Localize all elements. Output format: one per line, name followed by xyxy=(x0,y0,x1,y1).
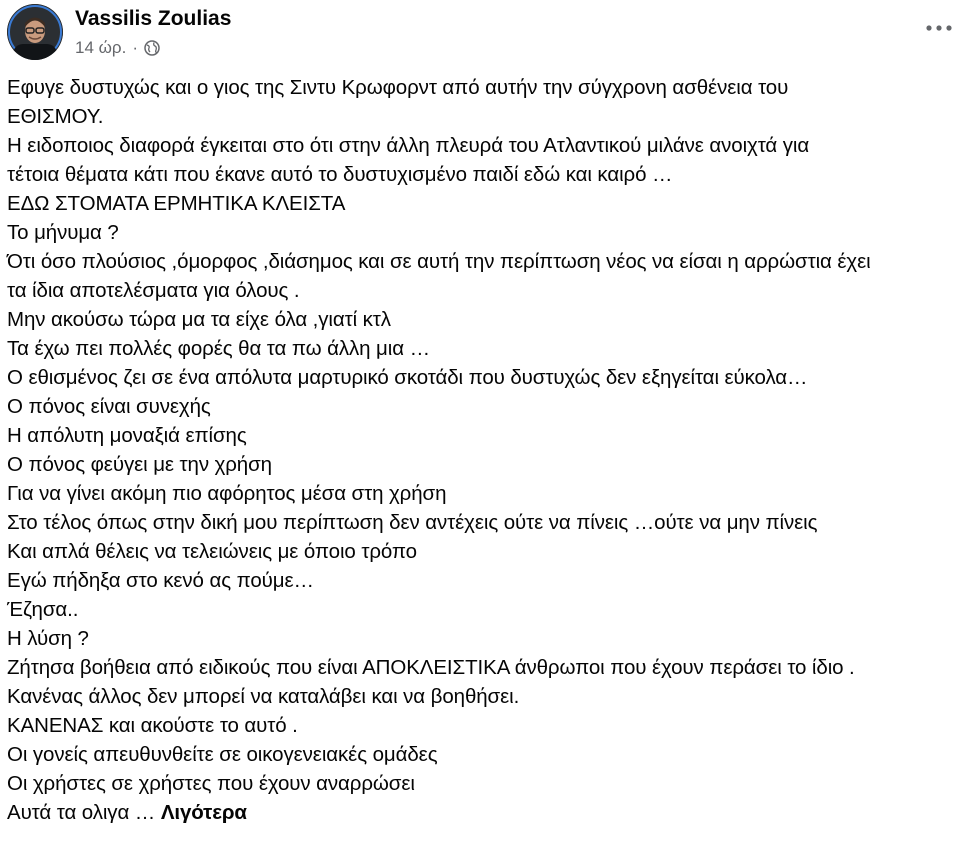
more-horizontal-icon xyxy=(925,24,953,32)
more-options-button[interactable] xyxy=(919,12,959,44)
post-last-line-text: Αυτά τα ολιγα … xyxy=(7,801,156,824)
post-text-line: Η ειδοποιος διαφορά έγκειται στο ότι στην άλλη πλευρά του Ατλαντικού μιλάνε ανοιχτά για xyxy=(7,134,810,157)
post-text-line: Οι γονείς απευθυνθείτε σε οικογενειακές ομάδες xyxy=(7,743,438,766)
see-more-link[interactable]: Λιγότερα xyxy=(160,801,247,824)
post-text-line: Ότι όσο πλούσιος ,όμορφος ,διάσημος και σε αυτή την περίπτωση νέος να είσαι η αρρώστια έχει xyxy=(7,250,871,273)
post-text-line: Μην ακούσω τώρα μα τα είχε όλα ,γιατί κτλ xyxy=(7,308,391,331)
post-body xyxy=(7,73,967,827)
post-text-line: ΕΔΩ ΣΤΟΜΑΤΑ ΕΡΜΗΤΙΚΑ ΚΛΕΙΣΤΑ xyxy=(7,192,346,215)
post-text-line: ΕΘΙΣΜΟΥ. xyxy=(7,105,104,128)
post-text-line: Η απόλυτη μοναξιά επίσης xyxy=(7,424,247,447)
post-text-line: Το μήνυμα ? xyxy=(7,221,119,244)
post-meta xyxy=(75,38,160,58)
post-last-line xyxy=(7,798,967,827)
timestamp[interactable]: 14 ώρ. xyxy=(75,38,127,57)
post-text-line: Στο τέλος όπως στην δική μου περίπτωση δεν αντέχεις ούτε να πίνεις …ούτε να μην πίνεις xyxy=(7,511,818,534)
avatar[interactable] xyxy=(7,4,63,60)
post-header xyxy=(7,4,967,64)
post-text-line: Ζήτησα βοήθεια από ειδικούς που είναι ΑΠΟΚΛΕΙΣΤΙΚΑ άνθρωποι που έχουν περάσει το ίδιο . xyxy=(7,656,855,679)
post-text-line: Εφυγε δυστυχώς και ο γιος της Σιντυ Κρωφορντ από αυτήν την σύγχρονη ασθένεια του xyxy=(7,76,789,99)
post-text-line: Κανένας άλλος δεν μπορεί να καταλάβει και να βοηθήσει. xyxy=(7,685,520,708)
post-text-line: Για να γίνει ακόμη πιο αφόρητος μέσα στη χρήση xyxy=(7,482,447,505)
post-text-line: τέτοια θέματα κάτι που έκανε αυτό το δυστυχισμένο παιδί εδώ και καιρό … xyxy=(7,163,673,186)
meta-separator: · xyxy=(132,38,138,57)
post-text xyxy=(7,73,967,798)
post-text-line: Ο πόνος φεύγει με την χρήση xyxy=(7,453,272,476)
globe-icon[interactable] xyxy=(144,40,160,56)
author-name[interactable]: Vassilis Zoulias xyxy=(75,7,232,30)
post-text-line: Εγώ πήδηξα στο κενό ας πούμε… xyxy=(7,569,314,592)
post-text-line: Και απλά θέλεις να τελειώνεις με όποιο τρόπο xyxy=(7,540,417,563)
post-text-line: Η λύση ? xyxy=(7,627,89,650)
post-text-line: ΚΑΝΕΝΑΣ και ακούστε το αυτό . xyxy=(7,714,298,737)
post-text-line: τα ίδια αποτελέσματα για όλους . xyxy=(7,279,300,302)
post-text-line: Ο πόνος είναι συνεχής xyxy=(7,395,211,418)
post-text-line: Τα έχω πει πολλές φορές θα τα πω άλλη μια … xyxy=(7,337,430,360)
post-text-line: Ο εθισμένος ζει σε ένα απόλυτα μαρτυρικό σκοτάδι που δυστυχώς δεν εξηγείται εύκολα… xyxy=(7,366,808,389)
post-text-line: Οι χρήστες σε χρήστες που έχουν αναρρώσει xyxy=(7,772,415,795)
post-text-line: Έζησα.. xyxy=(7,598,79,621)
